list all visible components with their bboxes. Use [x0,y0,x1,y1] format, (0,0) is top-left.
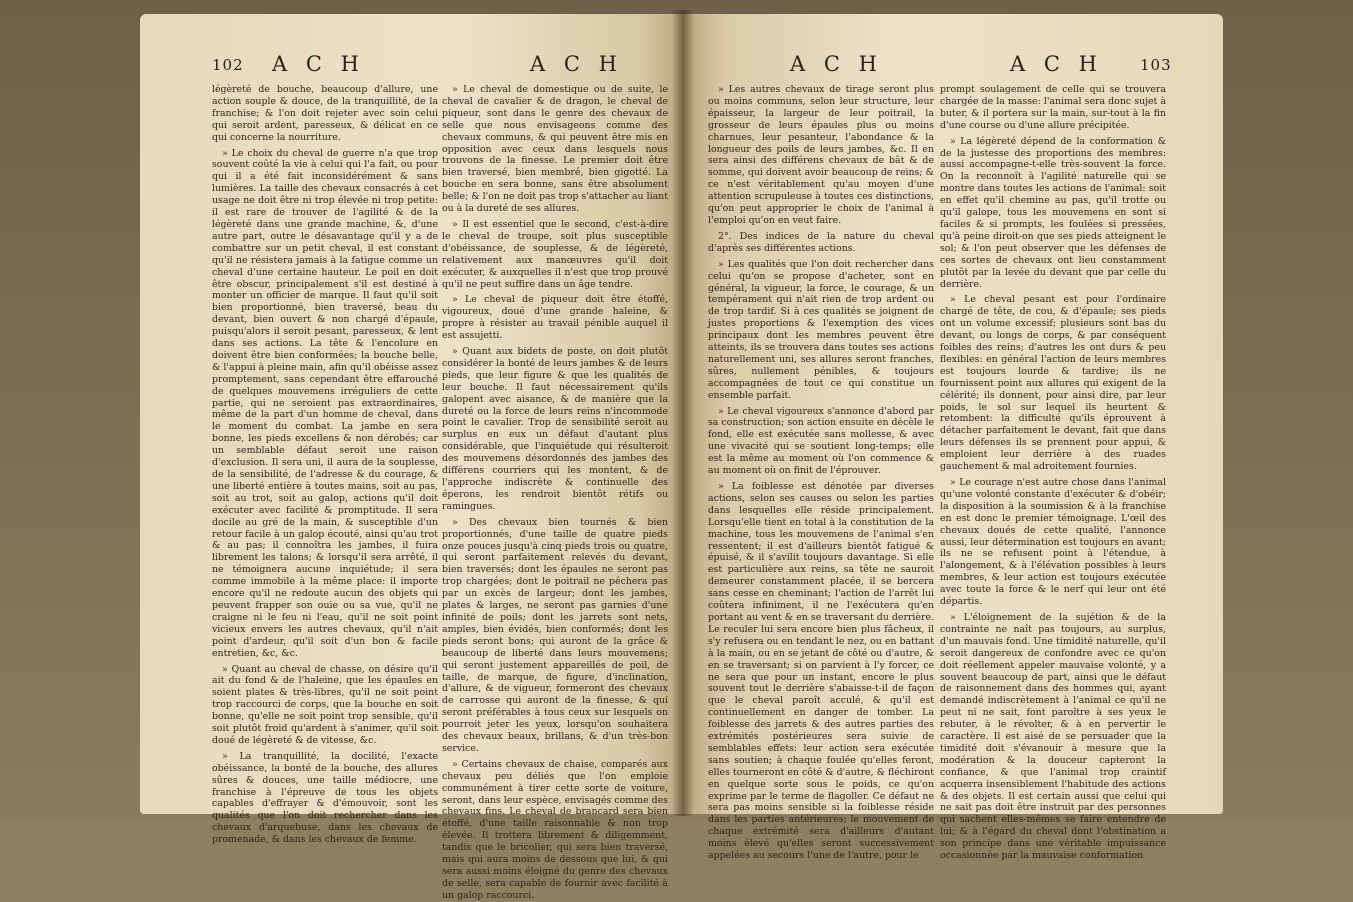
right-column-1 [708,84,934,862]
paragraph: » Il est essentiel que le second, c'est-à-dire le cheval de troupe, soit plus susceptible d'obéissance, de souplesse, & de légèreté, relativement aux manœuvres qu'il doit exécuter, & auxquelles il n'est que trop prouvé qu'il ne peut suffire dans un âge tendre. [442,218,668,290]
right-column-2 [940,84,1166,862]
paragraph: » La légèreté dépend de la conformation & de la justesse des proportions des membres: aussi accompagne-t-elle très-souvent la force. On la reconnoît à l'agilité naturelle qui se montre dans toutes les actions de l'animal: soit en effet qu'il chemine au pas, qu'il trotte ou qu'il galope, tous les mouvemens en sont si faciles & si prompts, les foulées si pressées, qu'à peine diroit-on que ses pieds atteignent le sol; & l'on peut observer que les défenses de ces sortes de chevaux ont lieu constamment plutôt par la levée du devant que par celle du derrière. [940,135,1166,290]
paragraph: » Le cheval de domestique ou de suite, le cheval de cavalier & de dragon, le cheval de piqueur, sont dans le genre des chevaux de selle que nous envisageons comme des chevaux communs, & qui peuvent être mis en opposition avec ceux dans lesquels nous trouvons de la finesse. Le premier doit être bien traversé, bien membré, bien gigotté. La bouche en sera bonne, sans être absolument belle; & l'on ne doit pas trop s'attacher au liant ou à la dureté de ses allures. [442,84,668,215]
left-running-head: A C H [272,52,365,76]
paragraph: » La tranquillité, la docilité, l'exacte obéissance, la bonté de la bouche, des allures sûres & douces, une taille médiocre, une franchise à l'épreuve de tous les objets capables d'effrayer & d'émouvoir, sont les qualités que l'on doit rechercher dans les chevaux d'arquebuse, dans les chevaux de promenade, & dans les chevaux de femme. [212,750,438,846]
paragraph: » Quant aux bidets de poste, on doit plutôt considérer la bonté de leurs jambes & de leurs pieds, que leur figure & que les qualités de leur bouche. Il faut nécessairement qu'ils galopent avec aisance, & de manière que la dureté ou la force de leurs reins n'incommode point le cavalier. Trop de sensibilité seroit au surplus en eux un défaut d'autant plus considérable, que l'inquiétude qui résulteroit des mouvemens désordonnés des jambes des différens courriers qui les montent, & de l'approche indiscrète & continuelle des éperons, les rendroit bientôt rétifs ou ramingues. [442,346,668,512]
left-column-1 [212,84,438,846]
paragraph: » Le cheval pesant est pour l'ordinaire chargé de tête, de cou, & d'épaule; ses pieds ont un volume excessif; plusieurs sont bas du devant, ou longs de corps, & par conséquent foibles des reins; d'autres les ont durs & peu flexibles: en général l'action de leurs membres est toujours lourde & tardive; ils ne fournissent point aux allures qui exigent de la célérité; ils donnent, pour ainsi dire, par leur poids, le sol sur lequel ils heurtent & retombent: la difficulté qu'ils éprouvent à détacher parfaitement le devant, fait que dans leurs défenses ils se prennent pour appui, & emploient leur derrière à des ruades gauchement & mal adroitement fournies. [940,294,1166,473]
paragraph: » Le cheval de piqueur doit être étoffé, vigoureux, doué d'une grande haleine, & propre à résister au travail pénible auquel il est assujetti. [442,294,668,342]
paragraph: » La foiblesse est dénotée par diverses actions, selon ses causes ou selon les parties dans lesquelles elle réside principalement. Lorsqu'elle tient en total à la constitution de la machine, tous les mouvemens de l'animal s'en ressentent; il est d'ailleurs bientôt fatigué & épuisé, & il s'avilit toujours davantage. Si elle est particulière aux reins, sa tête ne sauroit demeurer constamment placée, il se bercera sans cesse en cheminant; l'action de l'arrêt lui coûtera infiniment, il ne l'exécutera qu'en portant au vent & en se traversant du derrière. Le reculer lui sera encore bien plus fâcheux, il s'y refusera ou en tendant le nez, ou en battant à la main, ou en se jetant de côté ou d'autre, & en se traversant; si on parvient à l'y forcer, ce ne sera que pour un instant, encore le plus souvent tout le derrière s'abaisse-t-il de façon que le cheval paroît acculé, & qu'il est continuellement en danger de tomber. La foiblesse des jarrets & des autres parties des extrémités postérieures sera suivie de semblables effets: leur action sera exécutée sans soutien; à chaque foulée qu'elles feront, elles tourneront en côté & d'autre, & fléchiront en quelque sorte sous le poids, ce qu'on exprime par le terme de flagoller. Ce défaut ne sera pas moins sensible si la foiblesse réside dans les parties antérieures; le mouvement de chaque extrémité sera d'ailleurs d'autant moins élevé qu'elles seront successivement appelées au secours l'une de l'autre, pour le [708,481,934,862]
paragraph: » L'éloignement de la sujétion & de la contrainte ne naît pas toujours, au surplus, d'un mauvais fond. Une timidité naturelle, qu'il seroit dangereux de confondre avec ce qu'on doit réellement appeler mauvaise volonté, y a souvent beaucoup de part, ainsi que le défaut de raisonnement dans des hommes qui, ayant demandé indiscrètement à l'animal ce qu'il ne peut ni ne sait, font paroître à ses yeux le rebuter, à le révolter, & à en pervertir le caractère. Il est aisé de se persuader que la timidité doit s'évanouir à mesure que la modération & la douceur capteront la confiance, & que l'animal trop craintif acquerra insensiblement l'habitude des actions & des objets. Il est certain aussi que celui qui ne sait pas doit être instruit par des personnes qui sachent elles-mêmes se faire entendre de lui; & à l'égard du cheval dont l'obstination a son principe dans une véritable impuissance occasionnée par la mauvaise conformation [940,611,1166,862]
paragraph: » Quant au cheval de chasse, on désire qu'il ait du fond & de l'haleine, que les épaules en soient plates & très-libres, qu'il ne soit point trop raccourci de corps, que la bouche en soit bonne, qu'elle ne soit point trop sensible, qu'il soit plutôt froid qu'ardent à s'animer, qu'il soit doué de légèreté & de vitesse, &c. [212,663,438,746]
paragraph: » Les autres chevaux de tirage seront plus ou moins communs, selon leur structure, leur épaisseur, la largeur de leur poitrail, la grosseur de leurs épaules plus ou moins charnues, leur pesanteur, l'abondance & la longueur des poils de leurs jambes, &c. Il en sera ainsi des différens chevaux de bât & de somme, qui doivent avoir beaucoup de reins; & ce n'est véritablement qu'au moyen d'une attention scrupuleuse à toutes ces distinctions, qu'on peut approprier le choix de l'animal à l'emploi qu'on en veut faire. [708,84,934,226]
right-page-header [790,52,1210,82]
paragraph: 2°. Des indices de la nature du cheval d'après ses différentes actions. [708,230,934,254]
paragraph: » Les qualités que l'on doit rechercher dans celui qu'on se propose d'acheter, sont en général, la vigueur, la force, le courage, & un tempérament qui n'ait rien de trop ardent ou de trop tardif. Si à ces qualités se joignent de justes proportions & l'exemption des vices principaux dont les membres peuvent être atteints, ils se trouvera dans toutes ses actions naturellement uni, ses allures seront franches, sûres, nullement pénibles, & toujours accompagnées de tout ce qui constitue un ensemble parfait. [708,258,934,401]
book-gutter [672,10,694,816]
left-running-head-center: A C H [530,52,623,76]
paragraph: » Certains chevaux de chaise, comparés aux chevaux peu déliés que l'on emploie communément à tirer cette sorte de voiture, seront, dans leur espèce, envisagés comme des chevaux fins. Le cheval de brancard sera bien étoffé, d'une taille raisonnable & non trop élevée. Il trottera librement & diligemment, tandis que le bricolier, qui sera bien traversé, mais qui aura moins de dessous que lui, & qui sera aussi moins éloigné du genre des chevaux de selle, sera capable de fournir avec facilité à un galop raccourci. [442,758,668,901]
right-running-head: A C H [790,52,883,76]
left-column-2 [442,84,668,901]
paragraph: » Le choix du cheval de guerre n'a que trop souvent coûté la vie à celui qui l'a fait, ou pour qui il a été fait inconsidérément & sans lumières. La taille des chevaux consacrés à cet usage ne doit être ni trop élevée ni trop petite: il est rare de trouver de l'agilité & de la légèreté dans une grande machine, &, d'une autre part, outre le désavantage qu'il y a de combattre sur un petit cheval, il est constant qu'il ne résistera jamais à la fatigue comme un cheval d'une certaine hauteur. Le poil en doit être obscur, principalement s'il est destiné à monter un officier de marque. Il faut qu'il soit bien proportionné, bien traversé, beau du devant, bien ouvert & non chargé d'épaule, puisqu'alors il seroit pesant, paresseux, & lent dans ses actions. La tête & l'encolure en doivent être bien conformées; la bouche belle, & l'appui à pleine main, afin qu'il obéisse assez promptement, sans cependant être effarouché de quelques mouvemens irréguliers de cette partie, qui ne seroient pas extraordinaires, même de la part d'un homme de cheval, dans le moment du combat. La jambe en sera bonne, les pieds excellens & non dérobés; car un semblable défaut seroit une raison d'exclusion. Il sera uni, il aura de la souplesse, de la sensibilité, de l'adresse & du courage, & une liberté entière à toutes mains, soit au pas, soit au trot, soit au galop, actions qu'il doit exécuter avec facilité & promptitude. Il sera docile au gré de la main, & susceptible d'un retour facile à un galop écouté, ainsi qu'au trot & au pas; il connoîtra les jambes, il fuira librement les talons; & lorsqu'il sera arrêté, il ne témoignera aucune inquiétude; il sera comme immobile à la même place: il importe encore qu'il ne redoute aucun des objets qui peuvent frapper son ouie ou sa vue, qu'il ne craigne ni le feu ni l'eau, qu'il ne soit point vicieux envers les autres chevaux, qu'il n'ait point d'ardeur, qu'il soit d'un bon & facile entretien, &c, &c. [212,147,438,659]
left-page-header-2 [530,52,670,82]
paragraph: prompt soulagement de celle qui se trouvera chargée de la masse: l'animal sera donc sujet à buter, & il portera sur la main, sur-tout à la fin d'une course ou d'une allure précipitée. [940,84,1166,131]
paragraph: » Le courage n'est autre chose dans l'animal qu'une volonté constante d'exécuter & d'obéir; la disposition à la soumission & à la franchise en est donc le premier témoignage. L'œil des chevaux doués de cette qualité, l'annonce aussi, leur détermination est toujours en avant; ils ne se refusent point à l'étendue, à l'alongement, & à l'élévation possibles à leurs membres, & leur action est toujours exécutée avec toute la force & le nerf qui leur ont été départis. [940,477,1166,608]
paragraph: légèreté de bouche, beaucoup d'allure, une action souple & douce, de la tranquillité, de la franchise; & l'on doit rejeter avec soin celui qui seroit ardent, paresseux, & délicat en ce qui concerne la nourriture. [212,84,438,143]
paragraph: » Le cheval vigoureux s'annonce d'abord par sa construction; son action ensuite en décèle le fond, elle est exécutée sans mollesse, & avec une vivacité qui se soutient long-temps; elle est la même au moment où l'on commence & au moment où on finit de l'éprouver. [708,405,934,477]
right-page-number: 103 [1140,56,1172,74]
paragraph: » Des chevaux bien tournés & bien proportionnés, d'une taille de quatre pieds onze pouces jusqu'à cinq pieds trois ou quatre, qui seront parfaitement relevés du devant, bien traversés; dont les épaules ne seront pas trop chargées; dont le poitrail ne péchera pas par un excès de largeur; dont les jambes, plates & larges, ne seront pas garnies d'une infinité de poils; dont les jarrets sont nets, amples, bien évidés, bien conformés; dont les pieds seront bons; qui auront de la grâce & beaucoup de liberté dans leurs mouvemens; qui seront justement appareillés de poil, de taille, de marque, de figure, d'inclination, d'allure, & de vigueur, formeront des chevaux de carrosse qui auront de la finesse, & qui seront préférables à tous ceux sur lesquels on pourroit jeter les yeux, lorsqu'on souhaitera des chevaux beaux, brillans, & d'un très-bon service. [442,516,668,754]
right-running-head-2: A C H [1010,52,1103,76]
left-page-number: 102 [212,56,244,74]
